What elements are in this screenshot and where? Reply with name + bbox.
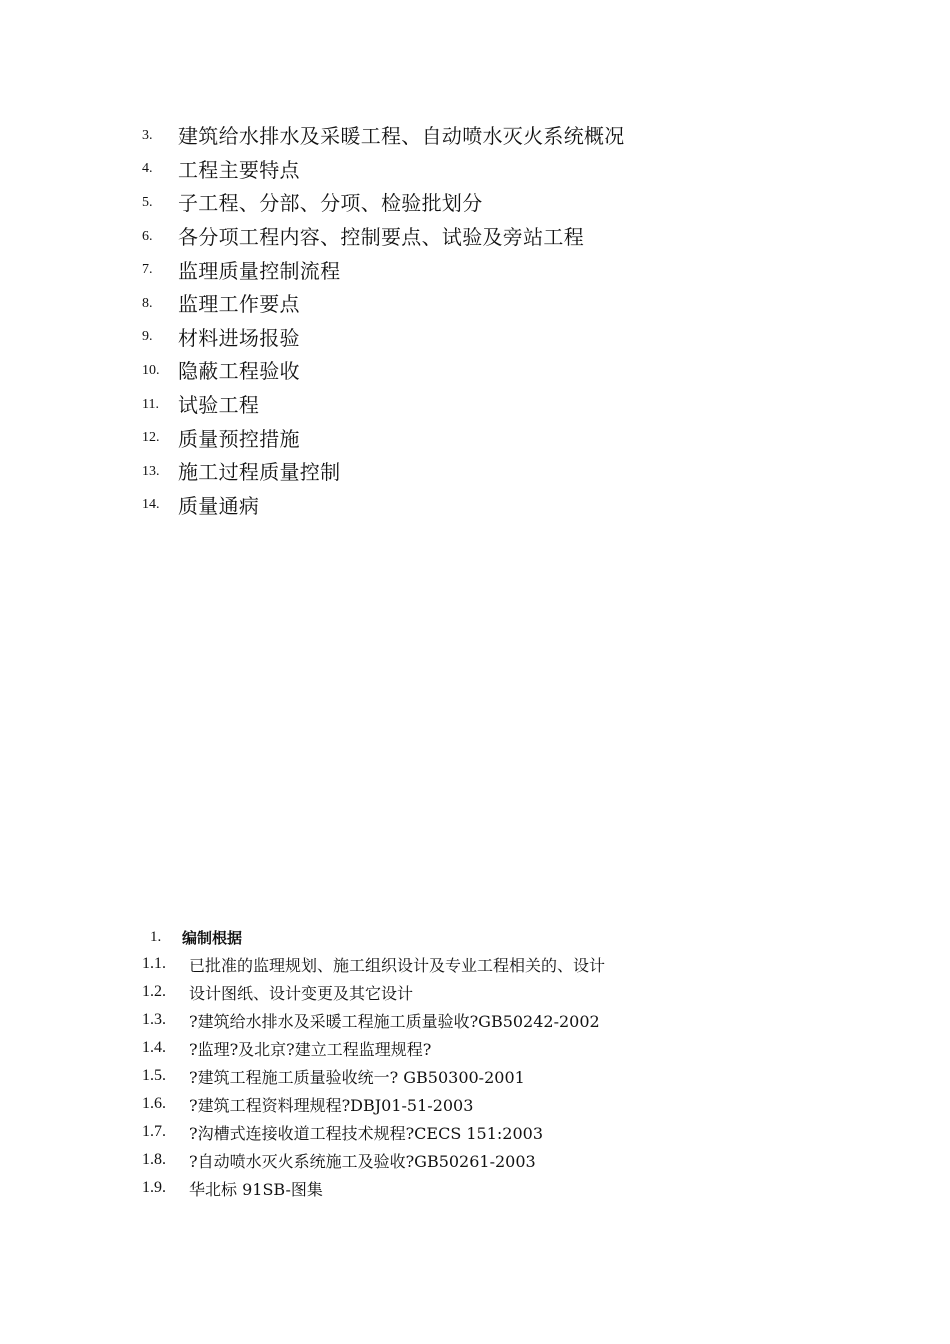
toc-item-number: 4. [142,161,153,177]
reference-number: 1.3. [142,1011,166,1028]
toc-item [142,252,842,286]
toc-item-number: 10. [142,362,160,378]
reference-text: ?建筑工程资料理规程?DBJ01-51-2003 [189,1095,474,1115]
reference-number: 1.2. [142,983,166,1000]
toc-item [142,353,842,387]
reference-item [142,1174,842,1202]
reference-item [142,1006,842,1034]
toc-item-number: 6. [142,228,153,244]
toc-item-text: 施工过程质量控制 [178,460,341,485]
toc-item [142,488,842,522]
reference-item [142,1146,842,1174]
toc-item-number: 8. [142,295,153,311]
toc-item-text: 各分项工程内容、控制要点、试验及旁站工程 [178,225,584,250]
toc-item [142,286,842,320]
toc-item-number: 13. [142,463,160,479]
toc-item-text: 建筑给水排水及采暖工程、自动喷水灭火系统概况 [178,124,625,149]
reference-item [142,950,842,978]
section-heading-number: 1. [150,929,162,945]
section-heading [150,925,842,950]
reference-number: 1.1. [142,955,166,972]
toc-item [142,454,842,488]
toc-item [142,420,842,454]
toc-item-number: 11. [142,396,159,412]
reference-item [142,1118,842,1146]
reference-text: ?沟槽式连接收道工程技术规程?CECS 151:2003 [189,1123,544,1143]
toc-item [142,185,842,219]
section-heading-text: 编制根据 [182,929,243,947]
toc-item-text: 子工程、分部、分项、检验批划分 [178,191,483,216]
toc-item-text: 质量预控措施 [178,426,300,451]
toc-item [142,320,842,354]
toc-item-number: 9. [142,329,153,345]
reference-text: ?建筑给水排水及采暖工程施工质量验收?GB50242-2002 [189,1011,600,1031]
toc-item-number: 3. [142,127,153,143]
reference-number: 1.9. [142,1179,166,1196]
table-of-contents [142,118,842,521]
toc-item [142,152,842,186]
reference-text: 设计图纸、设计变更及其它设计 [189,983,414,1003]
reference-text: 已批准的监理规划、施工组织设计及专业工程相关的、设计 [189,955,606,975]
toc-item-text: 试验工程 [178,393,260,418]
toc-item-number: 5. [142,194,153,210]
reference-number: 1.8. [142,1151,166,1168]
reference-item [142,1090,842,1118]
toc-item-number: 14. [142,497,160,513]
toc-item [142,219,842,253]
toc-item-number: 7. [142,262,153,278]
toc-item-text: 监理工作要点 [178,292,300,317]
reference-item [142,1034,842,1062]
toc-item-text: 工程主要特点 [178,157,300,182]
toc-item [142,387,842,421]
reference-text: ?自动喷水灭火系统施工及验收?GB50261-2003 [189,1151,536,1171]
reference-number: 1.7. [142,1123,166,1140]
reference-item [142,978,842,1006]
reference-number: 1.5. [142,1067,166,1084]
toc-item-text: 材料进场报验 [178,325,300,350]
toc-item-number: 12. [142,430,160,446]
compilation-basis-section [142,925,842,1202]
reference-item [142,1062,842,1090]
toc-item-text: 监理质量控制流程 [178,258,341,283]
reference-number: 1.4. [142,1039,166,1056]
reference-text: ?监理?及北京?建立工程监理规程? [189,1039,432,1059]
toc-item-text: 隐蔽工程验收 [178,359,300,384]
reference-text: 华北标 91SB-图集 [189,1179,323,1199]
toc-item [142,118,842,152]
toc-item-text: 质量通病 [178,493,260,518]
reference-number: 1.6. [142,1095,166,1112]
reference-text: ?建筑工程施工质量验收统一? GB50300-2001 [189,1067,525,1087]
